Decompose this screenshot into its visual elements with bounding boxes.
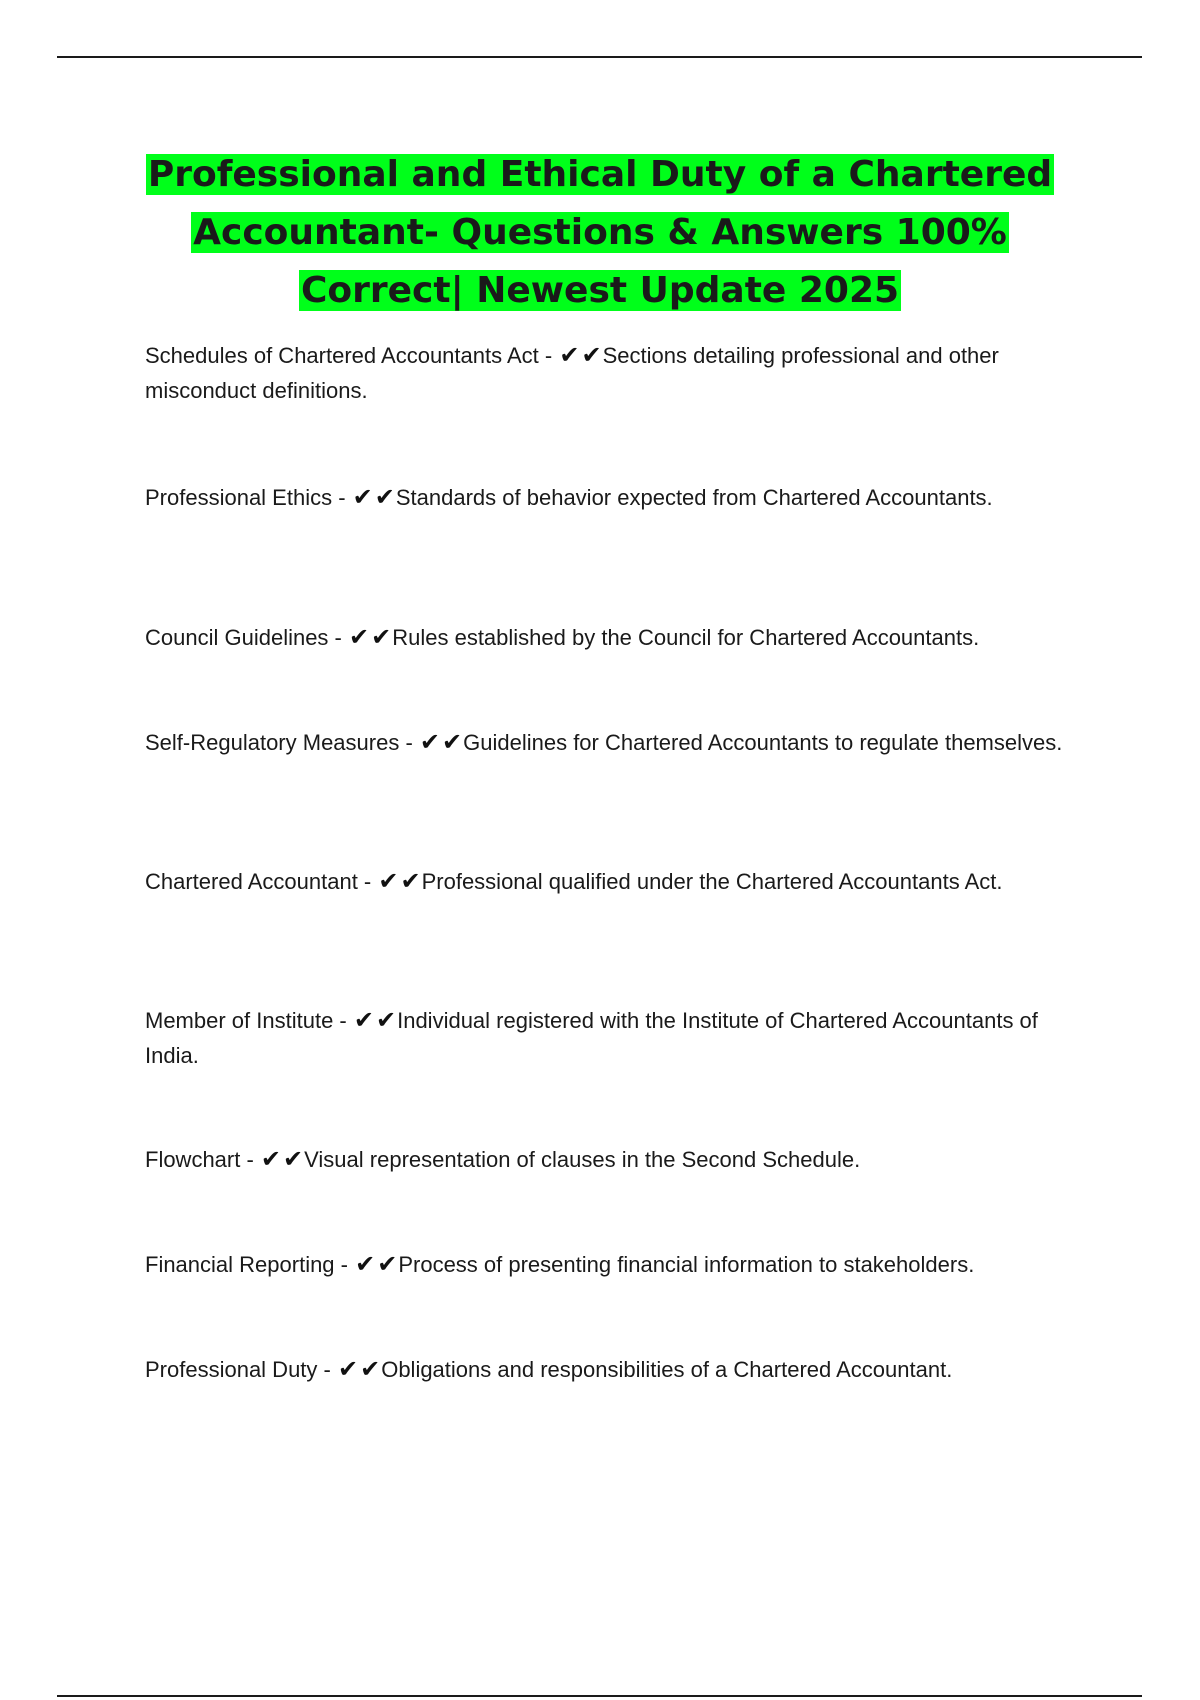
entry-definition: Rules established by the Council for Chartered Accountants. <box>392 625 980 650</box>
entry-term: Self-Regulatory Measures <box>145 730 400 755</box>
entry-definition: Individual registered with the Institute of Chartered Accountants of India. <box>145 1008 1038 1068</box>
check-icon: ✔ <box>400 867 421 895</box>
check-icon: ✔ <box>375 1006 397 1034</box>
check-icon: ✔ <box>371 623 392 651</box>
check-icon: ✔ <box>352 483 373 511</box>
separator: - <box>538 343 559 368</box>
list-item <box>145 480 1090 515</box>
entry-definition: Visual representation of clauses in the Second Schedule. <box>304 1147 861 1172</box>
check-icon: ✔ <box>419 728 441 756</box>
check-icon: ✔ <box>355 1250 376 1278</box>
check-icon: ✔ <box>353 1006 374 1034</box>
list-item <box>145 864 1090 899</box>
separator: - <box>357 869 378 894</box>
check-icon: ✔ <box>559 341 580 369</box>
separator: - <box>317 1357 337 1382</box>
entry-term: Member of Institute <box>145 1008 334 1033</box>
entry-definition: Process of presenting financial information to stakeholders. <box>398 1252 975 1277</box>
entry-definition: Obligations and responsibilities of a Chartered Accountant. <box>381 1357 953 1382</box>
check-icon: ✔ <box>337 1355 359 1383</box>
list-item <box>145 1247 1090 1282</box>
separator: - <box>240 1147 260 1172</box>
document-title <box>120 146 1080 320</box>
separator: - <box>333 1008 353 1033</box>
entry-term: Professional Duty <box>145 1357 318 1382</box>
check-icon: ✔ <box>260 1145 282 1173</box>
entry-term: Flowchart <box>145 1147 241 1172</box>
check-icon: ✔ <box>377 1250 398 1278</box>
check-icon: ✔ <box>378 867 399 895</box>
entry-term: Financial Reporting <box>145 1252 335 1277</box>
check-icon: ✔ <box>349 623 370 651</box>
separator: - <box>399 730 419 755</box>
check-icon: ✔ <box>442 728 463 756</box>
entry-definition: Sections detailing professional and other misconduct definitions. <box>145 343 999 403</box>
entry-term: Schedules of Chartered Accountants Act <box>145 343 539 368</box>
list-item <box>145 620 1090 655</box>
entry-definition: Professional qualified under the Chartered Accountants Act. <box>421 869 1003 894</box>
list-item <box>145 1352 1090 1387</box>
entry-term: Chartered Accountant <box>145 869 358 894</box>
bottom-rule <box>57 1695 1142 1697</box>
separator: - <box>328 625 348 650</box>
top-rule <box>57 56 1142 58</box>
list-item <box>145 725 1090 760</box>
list-item <box>145 338 1090 408</box>
check-icon: ✔ <box>581 341 602 369</box>
entry-term: Professional Ethics <box>145 485 333 510</box>
title-highlight: Professional and Ethical Duty of a Chartered Accountant- Questions & Answers 100% Correct| Newest Update 2025 <box>147 154 1053 311</box>
check-icon: ✔ <box>360 1355 381 1383</box>
separator: - <box>332 485 352 510</box>
list-item <box>145 1142 1090 1177</box>
list-item <box>145 1003 1090 1073</box>
check-icon: ✔ <box>283 1145 304 1173</box>
check-icon: ✔ <box>374 483 395 511</box>
entry-definition: Guidelines for Chartered Accountants to regulate themselves. <box>463 730 1063 755</box>
entry-term: Council Guidelines <box>145 625 329 650</box>
separator: - <box>334 1252 355 1277</box>
entry-definition: Standards of behavior expected from Chartered Accountants. <box>395 485 993 510</box>
